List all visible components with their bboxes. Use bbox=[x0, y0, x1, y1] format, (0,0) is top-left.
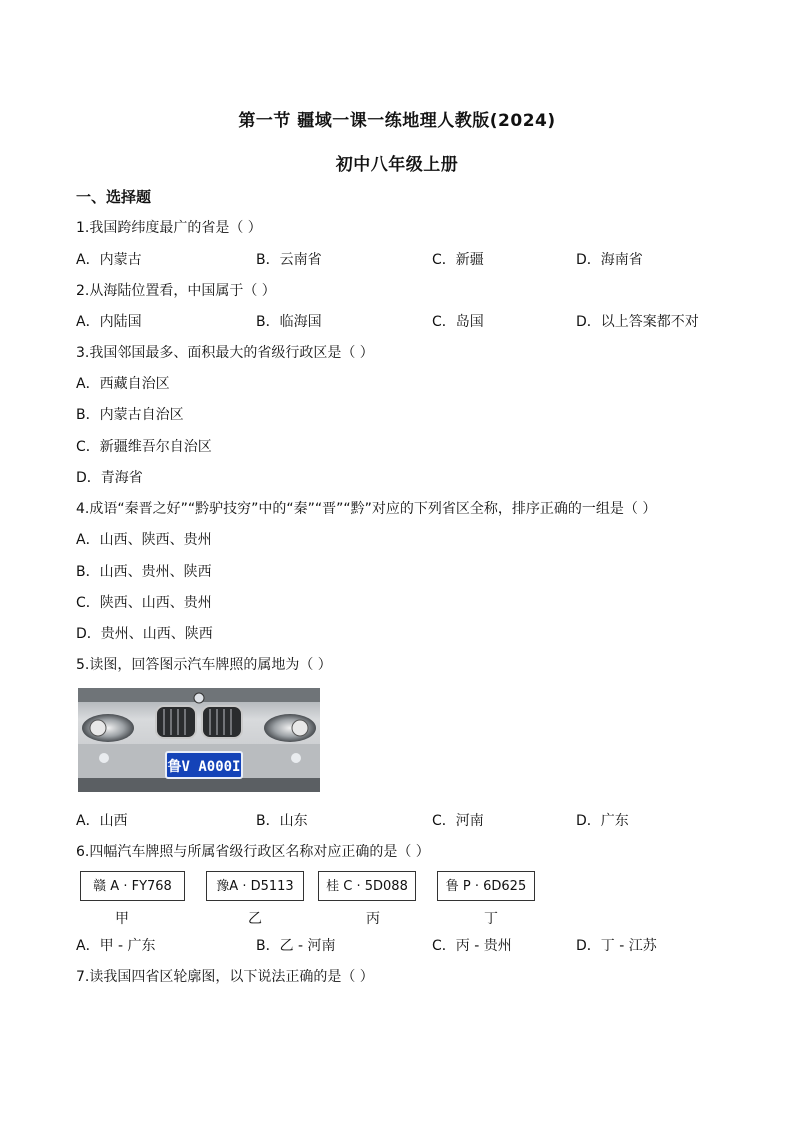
photo-plate-text: 鲁V A000I bbox=[167, 759, 241, 775]
document-subtitle: 初中八年级上册 bbox=[335, 155, 459, 175]
question-3-option-b: B．内蒙古自治区 bbox=[76, 407, 184, 423]
question-2-option-b: B．临海国 bbox=[256, 314, 322, 330]
plate-label-jia: 甲 bbox=[115, 911, 129, 927]
question-3-option-a: A．西藏自治区 bbox=[76, 376, 170, 392]
question-3-stem: 3.我国邻国最多、面积最大的省级行政区是（ ） bbox=[76, 345, 374, 361]
question-1-option-a: A．内蒙古 bbox=[76, 252, 142, 268]
question-5-option-d: D．广东 bbox=[576, 813, 629, 829]
plate-label-ding: 丁 bbox=[484, 911, 498, 927]
question-2-option-a: A．内陆国 bbox=[76, 314, 142, 330]
plate-label-yi: 乙 bbox=[248, 911, 262, 927]
question-4-option-d: D．贵州、山西、陕西 bbox=[76, 626, 213, 642]
question-4-stem: 4.成语“秦晋之好”“黔驴技穷”中的“秦”“晋”“黔”对应的下列省区全称，排序正确的一组是（ ） bbox=[76, 501, 657, 517]
question-6-stem: 6.四幅汽车牌照与所属省级行政区名称对应正确的是（ ） bbox=[76, 844, 430, 860]
question-4-option-a: A．山西、陕西、贵州 bbox=[76, 532, 212, 548]
question-2-option-d: D．以上答案都不对 bbox=[576, 314, 699, 330]
plate-yi: 豫A · D5113 bbox=[206, 871, 304, 901]
question-5-option-b: B．山东 bbox=[256, 813, 308, 829]
question-2-option-c: C．岛国 bbox=[432, 314, 484, 330]
plate-bing: 桂 C · 5D088 bbox=[318, 871, 416, 901]
section-heading: 一、选择题 bbox=[76, 188, 152, 206]
question-1-option-d: D．海南省 bbox=[576, 252, 643, 268]
question-6-option-b: B．乙 - 河南 bbox=[256, 938, 336, 954]
question-6-option-a: A．甲 - 广东 bbox=[76, 938, 156, 954]
question-3-option-d: D．青海省 bbox=[76, 470, 143, 486]
plate-ding: 鲁 P · 6D625 bbox=[437, 871, 535, 901]
question-4-option-c: C．陕西、山西、贵州 bbox=[76, 595, 212, 611]
question-7-stem: 7.读我国四省区轮廓图，以下说法正确的是（ ） bbox=[76, 969, 374, 985]
question-2-stem: 2.从海陆位置看，中国属于（ ） bbox=[76, 283, 276, 299]
question-1-option-b: B．云南省 bbox=[256, 252, 322, 268]
question-6-option-c: C．丙 - 贵州 bbox=[432, 938, 512, 954]
question-5-option-a: A．山西 bbox=[76, 813, 128, 829]
question-5-stem: 5.读图，回答图示汽车牌照的属地为（ ） bbox=[76, 657, 332, 673]
question-1-option-c: C．新疆 bbox=[432, 252, 484, 268]
plate-jia: 赣 A · FY768 bbox=[80, 871, 185, 901]
question-3-option-c: C．新疆维吾尔自治区 bbox=[76, 439, 212, 455]
question-5-option-c: C．河南 bbox=[432, 813, 484, 829]
plate-label-bing: 丙 bbox=[366, 911, 380, 927]
question-1-stem: 1.我国跨纬度最广的省是（ ） bbox=[76, 220, 262, 236]
question-6-option-d: D．丁 - 江苏 bbox=[576, 938, 657, 954]
question-4-option-b: B．山西、贵州、陕西 bbox=[76, 564, 212, 580]
document-title: 第一节 疆域一课一练地理人教版(2024) bbox=[238, 111, 556, 131]
car-license-plate-photo bbox=[78, 688, 320, 792]
